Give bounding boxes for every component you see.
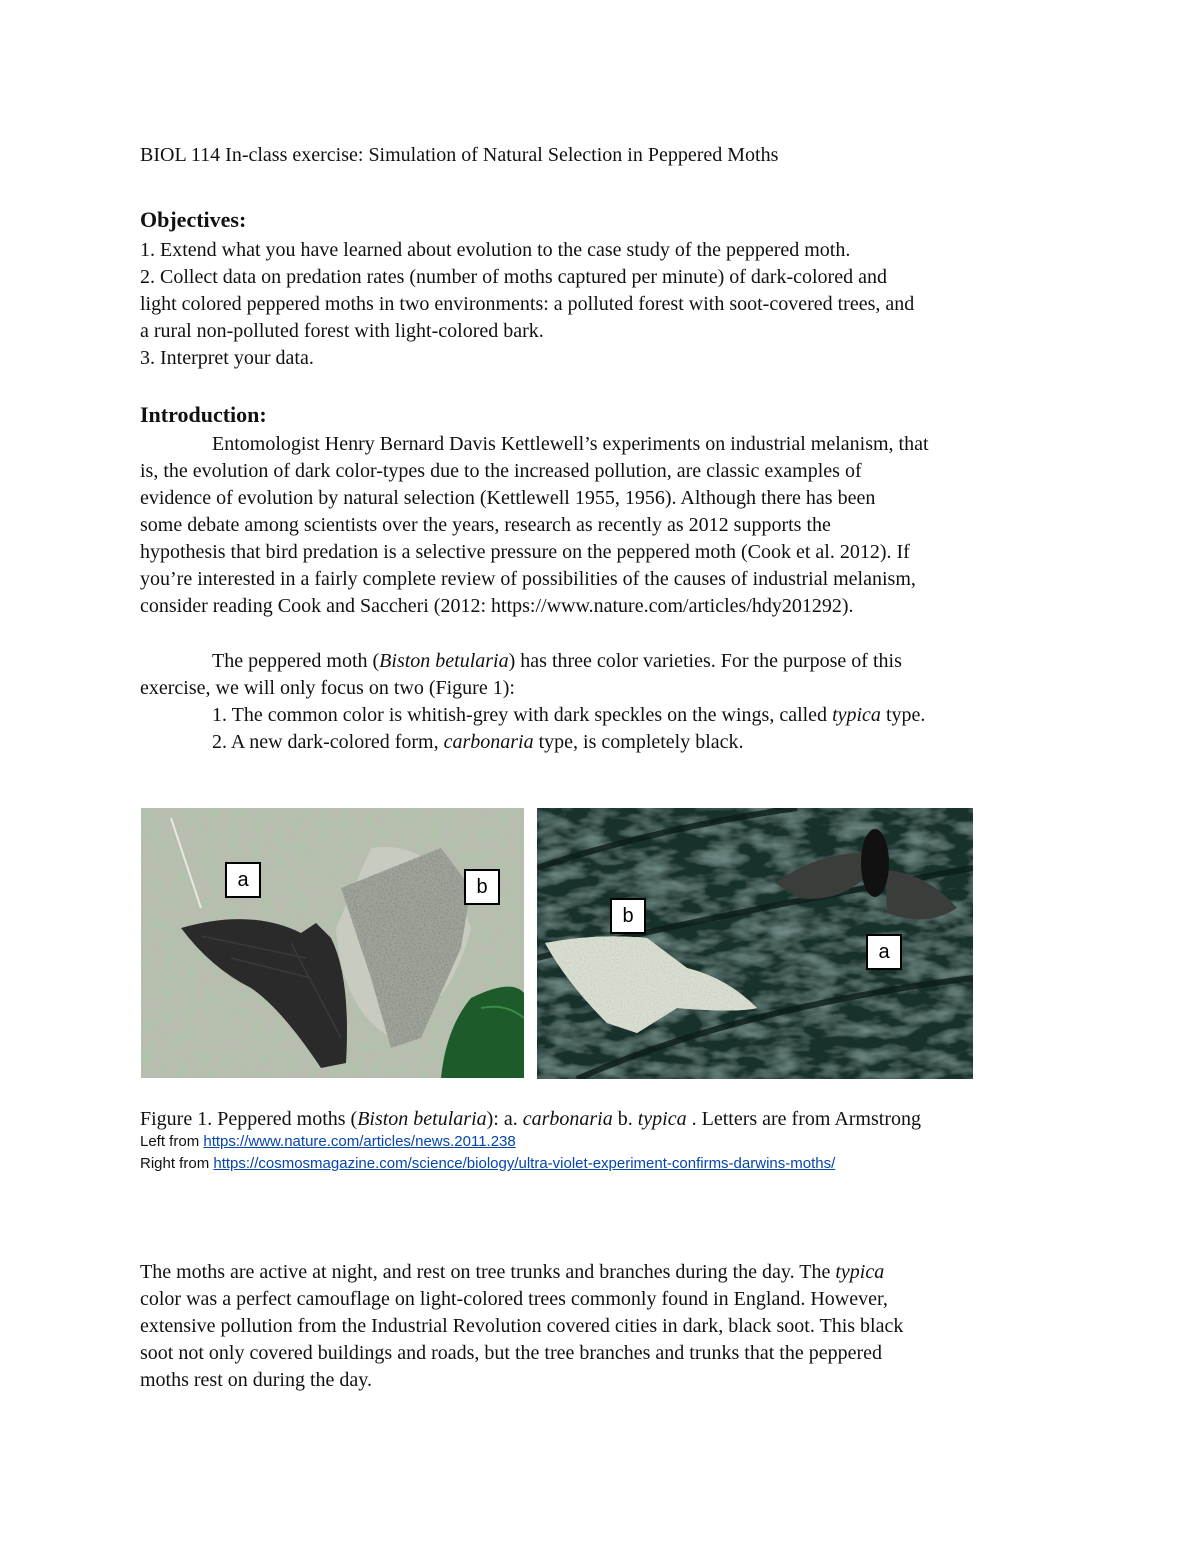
objectives-list <box>140 237 1080 372</box>
carbonaria-moth-body <box>861 829 889 897</box>
label-b-right: b <box>610 898 646 934</box>
paragraph-line: some debate among scientists over the years, research as recently as 2012 supports the <box>140 514 831 536</box>
paragraph-line: is, the evolution of dark color-types due to the increased pollution, are classic examples of <box>140 460 862 482</box>
left-image-source: Left from https://www.nature.com/articles/news.2011.238 <box>140 1133 516 1150</box>
paragraph-line: evidence of evolution by natural selection (Kettlewell 1955, 1956). Although there has been <box>140 487 876 509</box>
paragraph-line: soot not only covered buildings and roads, but the tree branches and trunks that the peppered <box>140 1342 883 1364</box>
paragraph-line: color was a perfect camouflage on light-colored trees commonly found in England. However, <box>140 1288 888 1310</box>
paragraph-line: moths rest on during the day. <box>140 1369 373 1391</box>
label-a-left: a <box>225 862 261 898</box>
paragraph-line: The moths are active at night, and rest on tree trunks and branches during the day. The typica <box>140 1261 885 1283</box>
figure-caption: Figure 1. Peppered moths (Biston betularia): a. carbonaria b. typica . Letters are from Armstrong <box>140 1108 921 1130</box>
variety-item-2: 2. A new dark-colored form, carbonaria type, is completely black. <box>212 731 744 753</box>
figure-photo-left <box>141 808 524 1078</box>
paragraph-line: Entomologist Henry Bernard Davis Kettlewell’s experiments on industrial melanism, that <box>212 433 929 455</box>
paragraph-line: hypothesis that bird predation is a selective pressure on the peppered moth (Cook et al. 2012). If <box>140 541 910 563</box>
paragraph-line: exercise, we will only focus on two (Figure 1): <box>140 677 515 699</box>
objective-line: 3. Interpret your data. <box>140 347 314 369</box>
closing-paragraph <box>140 1259 1080 1394</box>
right-image-source: Right from https://cosmosmagazine.com/science/biology/ultra-violet-experiment-confirms-darwins-moths/ <box>140 1155 836 1172</box>
figure-photo-right <box>537 808 973 1079</box>
introduction-heading: Introduction: <box>140 402 267 427</box>
objective-line: a rural non-polluted forest with light-colored bark. <box>140 320 544 342</box>
species-name: Biston betularia <box>379 650 509 672</box>
objective-line: 1. Extend what you have learned about evolution to the case study of the peppered moth. <box>140 239 851 261</box>
page-title: BIOL 114 In-class exercise: Simulation of Natural Selection in Peppered Moths <box>140 144 779 166</box>
variety-item-1: 1. The common color is whitish-grey with dark speckles on the wings, called typica type. <box>212 704 926 726</box>
objectives-heading: Objectives: <box>140 207 247 232</box>
introduction-paragraph-1 <box>140 431 1080 620</box>
label-a-right: a <box>866 934 902 970</box>
light-bark-photo <box>141 808 524 1078</box>
paragraph-line: consider reading Cook and Saccheri (2012: https://www.nature.com/articles/hdy201292). <box>140 595 854 617</box>
objective-line: 2. Collect data on predation rates (number of moths captured per minute) of dark-colored and <box>140 266 887 288</box>
introduction-paragraph-2 <box>140 648 1080 756</box>
paragraph-line: The peppered moth (Biston betularia) has three color varieties. For the purpose of this <box>212 650 902 672</box>
right-source-link[interactable]: https://cosmosmagazine.com/science/biology/ultra-violet-experiment-confirms-darwins-moths/ <box>213 1155 836 1172</box>
paragraph-line: extensive pollution from the Industrial Revolution covered cities in dark, black soot. This black <box>140 1315 904 1337</box>
left-source-link[interactable]: https://www.nature.com/articles/news.2011.238 <box>203 1133 516 1150</box>
paragraph-line: you’re interested in a fairly complete review of possibilities of the causes of industrial melanism, <box>140 568 916 590</box>
objective-line: light colored peppered moths in two environments: a polluted forest with soot-covered trees, and <box>140 293 915 315</box>
dark-bark-photo <box>537 808 973 1079</box>
label-b-left: b <box>464 869 500 905</box>
